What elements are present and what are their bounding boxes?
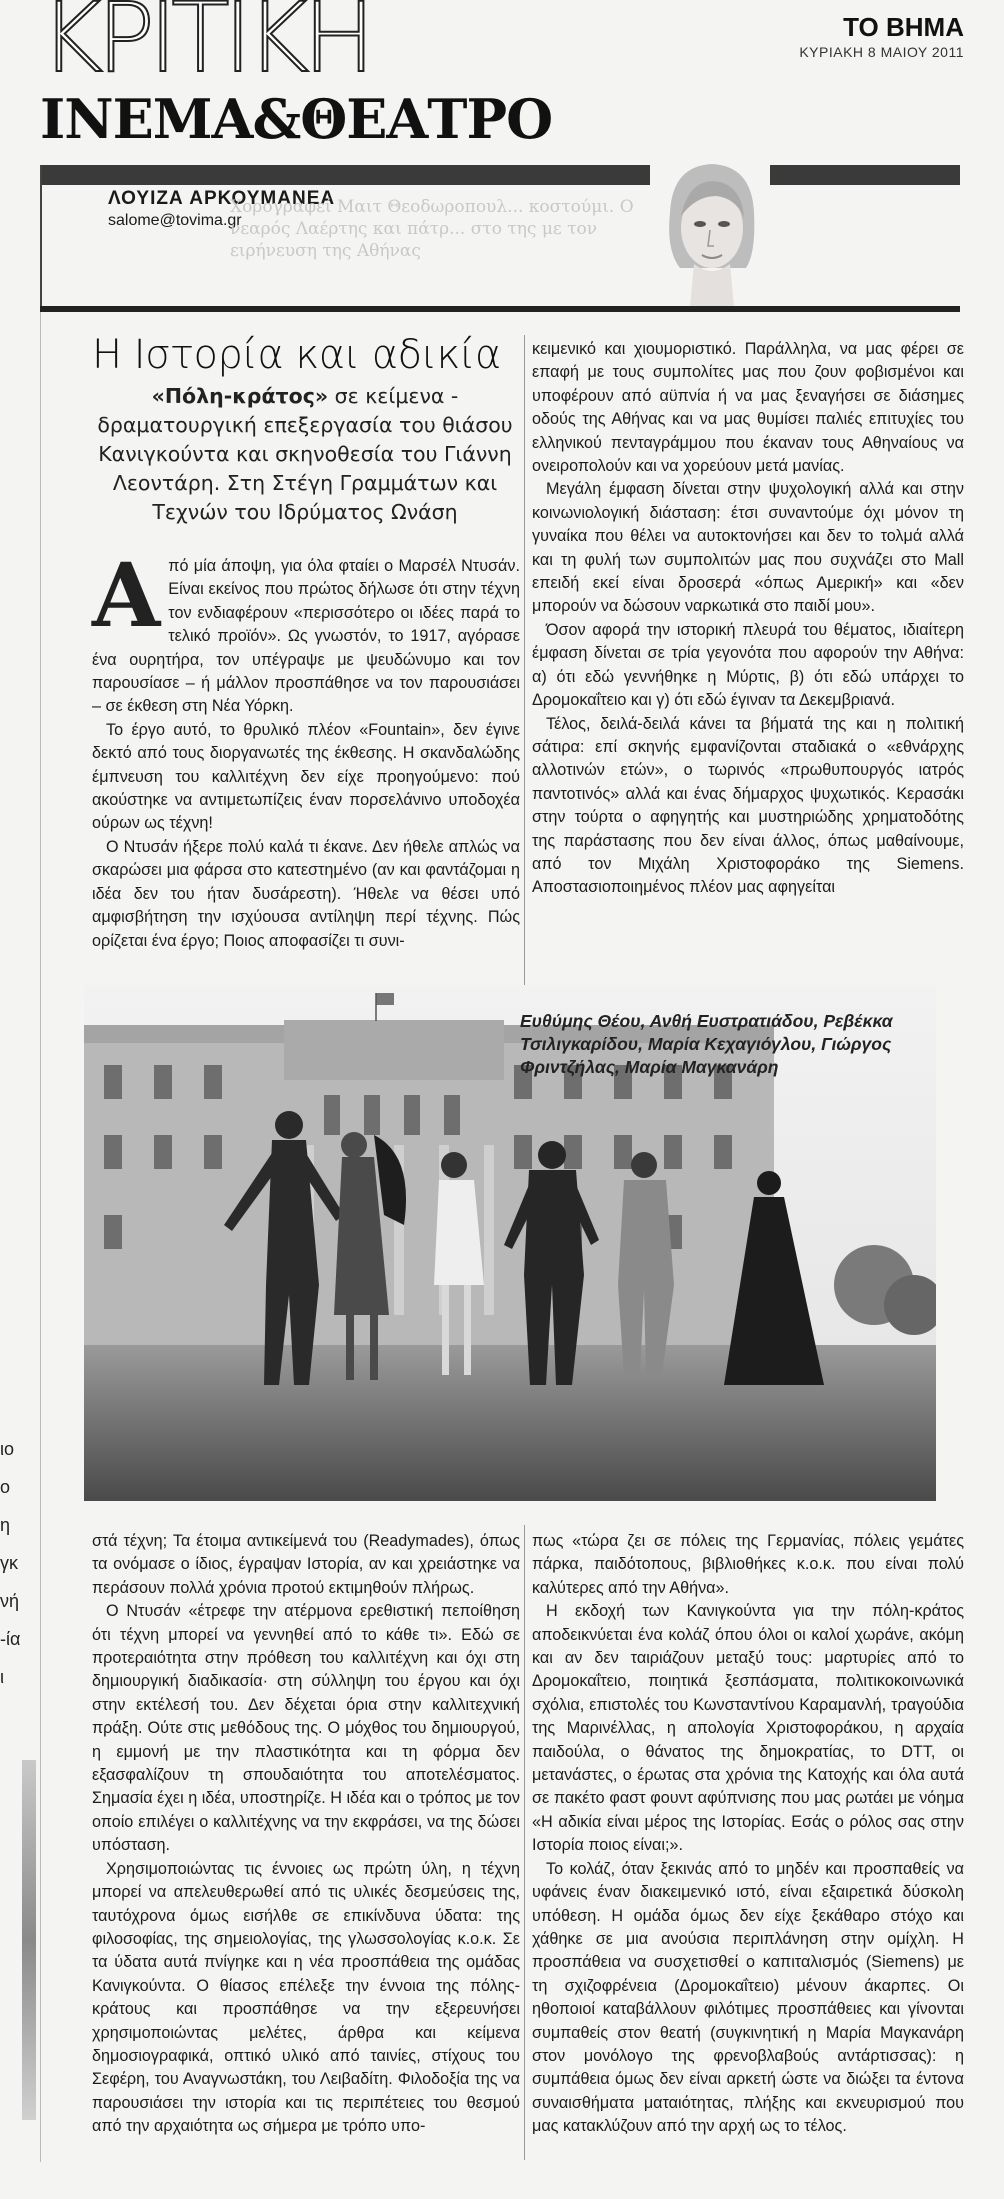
deck-title: «Πόλη-κράτος» [151, 384, 329, 408]
paragraph: Το κολάζ, όταν ξεκινάς από το μηδέν και προσπαθείς να υφάνεις έναν διακειμενικό ιστό, είναι εξαιρετικά δύσκολη υπόθεση. Η ομάδα όμως δεν είχε ξεκάθαρο στόχο και χάθηκε σε μια ανούσια περιπλάνηση στην ομίχλη. Η προσπάθεια να συσχετισθεί ο καπιταλισμός (Siemens) με τη σχιζοφρένεια (Δρομοκαΐτειο) μένουν άκαρπες. Οι ηθοποιοί καταβάλλουν φιλότιμες προσπάθειες και γίνονται συμπαθείς στον θεατή (συγκινητική η Μαρία Μαγκανάρη στον μονόλογο της φρενοβλαβούς αντάρτισσας): η συμπάθεια όμως δεν είναι αρκετή ώστε να διώξει τα έντονα συναισθήματα ματαιότητας, πλήξης και εκνευρισμού που μας κατακλύζουν από την αρχή ως το τέλος. [532, 1859, 964, 2136]
paragraph: στά τέχνη; Τα έτοιμα αντικείμενά του (Readymades), όπως τα ονόμασε ο ίδιος, έγραψαν Ιστορία, αν και χρειάστηκε να περάσουν πολλά χρόνια προτού εκτιμηθούν πλήρως. [92, 1532, 520, 1597]
page-rule [40, 312, 41, 2162]
paragraph: Ο Ντυσάν ήξερε πολύ καλά τι έκανε. Δεν ήθελε απλώς να σκαρώσει μια φάρσα στο κατεστημένο (αν και φαντάζομαι η ιδέα δεν του ήταν δυσάρεστη). Ήθελε να θέσει υπό αμφισβήτηση την ισχύουσα αντίληψη περί τέχνης. Πώς ορίζεται ένα έργο; Ποιος αποφασίζει τι συνι- [92, 837, 520, 950]
column-divider [524, 1525, 525, 2160]
paragraph: πως «τώρα ζει σε πόλεις της Γερμανίας, πόλεις γεμάτες πάρκα, παιδότοπους, βιβλιοθήκες κ.ο.κ. που είναι πολύ καλύτερες από την Αθήνα». [532, 1532, 964, 1597]
column-rule [40, 165, 42, 310]
paragraph: Μεγάλη έμφαση δίνεται στην ψυχολογική αλλά και στην κοινωνιολογική διάσταση: έτσι συναντούμε όχι μόνον τη γυναίκα που θέλει να αυτοκτονήσει και δεν το τολμά αλλά και τη φυλή των συμπολιτών μας που συχνάζει στο Mall επειδή εκεί είναι δροσερά «όπως Αμερική» και «δεν μπορούν να δώσουν ναρκωτικά στο παιδί μου». [532, 480, 964, 616]
bleed-through-text: Χορογραφεί Μαιτ Θεοδωροπουλ... κοστούμι. Ο νεαρός Λαέρτης και πάτρ... στο της με τον ειρήνευση της Αθήνας [230, 197, 634, 261]
author-name: ΛΟΥΙΖΑ ΑΡΚΟΥΜΑΝΕΑ [108, 188, 336, 209]
article-column-4 [532, 1530, 964, 2139]
paragraph: Η εκδοχή των Κανιγκούντα για την πόλη-κράτος αποδεικνύεται ένα κολάζ όπου όλοι οι καλοί χωράνε, ακόμη και αν δεν ταιριάζουν μεταξύ τους: μαρτυρίες από το Δρομοκαΐτειο, ποιητικά ξεσπάσματα, πολιτικοκοινωνικά σχόλια, επιστολές του Κωνσταντίνου Καραμανλή, τραγούδια της Μαρινέλλας, η απολογία Χριστοφοράκου, η αρχαία παιδούλα, ο θάνατος της δημοκρατίας, το DTT, οι μετανάστες, ο έρωτας στα χρόνια της Κατοχής και όλα αυτά σε πακέτο φαστ φουντ αφύπνισης που μας ρωτάει με νόημα «Η αδικία είναι μέρος της Ιστορίας. Εσάς ο ρόλος σας στην Ιστορία ποιος είναι;». [532, 1602, 964, 1855]
article-column-1 [92, 543, 520, 953]
paper-name: ΤΟ ΒΗΜΑ [843, 12, 964, 42]
article-deck [92, 382, 518, 527]
byline-bar [40, 306, 960, 312]
article-column-3 [92, 1530, 520, 2139]
paragraph: Ο Ντυσάν «έτρεφε την ατέρμονα ερεθιστική πεποίθηση ότι τέχνη μπορεί να γεννηθεί από το κάθε τι». Εδώ σε προτεραιότητα στην πρόθεση του καλλιτέχνη και όχι στη δημιουργική διαδικασία· στη σύλληψη του έργου και όχι στην εκτέλεσή του. Δεν δέχεται όρια στην καλλιτεχνική πράξη. Ούτε στις μεθόδους της. Ο μόχθος του δημιουργού, η εμμονή με την πλαστικότητα και τη φόρμα δεν εξασφαλίζουν τη σπουδαιότητα του αποτελέσματος. Σημασία έχει η ιδέα, υποστηρίζε. Η ιδέα και ο τρόπος με τον οποίο επιλέγει ο καλλιτέχνης να την εκφράσει, να της δώσει υπόσταση. [92, 1602, 520, 1855]
drop-cap: Α [92, 543, 161, 647]
adjacent-page-fragments: ιο ο η γκ νή -ία ι [0, 1439, 21, 1687]
paragraph: κειμενικό και χιουμοριστικό. Παράλληλα, να μας φέρει σε επαφή με τους συμπολίτες μας που ζουν φοβισμένοι και υποφέρουν από αϋπνία ή να μας ξεναγήσει σε διάσημες οδούς της Αθήνας και να μας θυμίσει παλιές επιτυχίες του ελληνικού πενταγράμμου που έκαναν τους Αθηναίους να ονειροπολούν και να χορεύουν μετά μανίας. [532, 340, 964, 476]
adjacent-page-image-edge [22, 1760, 36, 2120]
author-email: salome@tovima.gr [108, 212, 242, 229]
article-headline: Η Ιστορία και αδικία [92, 332, 501, 378]
paragraph: Το έργο αυτό, το θρυλικό πλέον «Fountain», δεν έγινε δεκτό από τους διοργανωτές της έκθεσης. Η σκανδαλώδης έμπνευση του καλλιτέχνη δεν είχε προηγούμενο: πού ακούστηκε να αντιμετωπίζεις έναν πορσελάνινο υποδοχέα ούρων ως τέχνη! [92, 720, 520, 833]
deck-text: σε κείμενα - δραματουργική επεξεργασία του θιάσου Κανιγκούντα και σκηνοθεσία του Γιάννη Λεοντάρη. Στη Στέγη Γραμμάτων και Τεχνών του Ιδρύματος Ωνάση [97, 384, 513, 524]
column-divider [524, 335, 525, 995]
article-column-2 [532, 338, 964, 900]
section-title: ΚΡΙΤΙΚΗ [40, 0, 370, 94]
header-bar [40, 165, 960, 185]
cast-credits: Ευθύμης Θέου, Ανθή Ευστρατιάδου, Ρεβέκκα Τσιλιγκαρίδου, Μαρία Κεχαγιόγλου, Γιώργος Φριντζήλας, Μαρία Μαγκανάρη [520, 1011, 893, 1077]
section-subtitle: ΙΝΕΜΑ&ΘΕΑΤΡΟ [40, 87, 553, 151]
issue-date: ΚΥΡΙΑΚΗ 8 ΜΑΙΟΥ 2011 [799, 44, 964, 60]
paragraph: Τέλος, δειλά-δειλά κάνει τα βήματά της και η πολιτική σάτιρα: επί σκηνής εμφανίζονται σταδιακά ο «εθνάρχης αλλοτινών ετών», ο τωρινός «πρωθυπουργός ιατρός παντοτινός» αλλά και ένας δήμαρχος ψυχωτικός. Κερασάκι στην τούρτα ο αφηγητής και μυστηριώδης χρηματοδότης της παράστασης που δεν είναι άλλος, όπως μαθαίνουμε, από τον Μιχάλη Χριστοφοράκο της Siemens. Αποστασιοποιημένος πλέον μας αφηγείται [532, 714, 964, 897]
paragraph: Χρησιμοποιώντας τις έννοιες ως πρώτη ύλη, η τέχνη μπορεί να απελευθερωθεί από τις υλικές δεσμεύσεις της, ταυτόχρονα όμως εισήλθε σε επικίνδυνα ύδατα: της φιλοσοφίας, της σημειολογίας, της γλωσσολογίας κ.ο.κ. Σε τα ύδατα αυτά πνίγηκε και η νέα προσπάθεια της ομάδας Κανιγκούντα. Ο θίασος επέλεξε την έννοια της πόλης-κράτους και προσπάθησε να την εξερευνήσει χρησιμοποιώντας μελέτες, άρθρα και κείμενα δημοσιογραφικά, οπτικό υλικό από ταινίες, στίχους του Σεφέρη, του Αναγνωστάκη, του Λειβαδίτη. Φιλοδοξία της να παρουσιάσει την ιστορία και τις περιπέτειες του θεσμού από την αρχαιότητα ως σήμερα με τρόπο υπο- [92, 1859, 520, 2136]
paragraph: Από μία άποψη, για όλα φταίει ο Μαρσέλ Ντυσάν. Είναι εκείνος που πρώτος δήλωσε ότι στην τέχνη τον ενδιαφέρουν «περισσότερο οι ιδέες παρά το τελικό προϊόν». Ως γνωστόν, το 1917, αγόρασε ένα ουρητήρα, τον υπέγραψε με ψευδώνυμο και τον παρουσίασε – ή μάλλον προσπάθησε να τον παρουσιάσει – σε έκθεση στη Νέα Υόρκη. [92, 543, 520, 716]
author-portrait [650, 158, 770, 308]
paragraph: Όσον αφορά την ιστορική πλευρά του θέματος, ιδιαίτερη έμφαση δίνεται σε τρία γεγονότα που αφορούν την Αθήνα: α) ότι εδώ γεννήθηκε η Μύρτις, β) ότι εδώ υπάρχει το Δρομοκαΐτειο και γ) ότι εδώ έγιναν τα Δεκεμβριανά. [532, 620, 964, 710]
